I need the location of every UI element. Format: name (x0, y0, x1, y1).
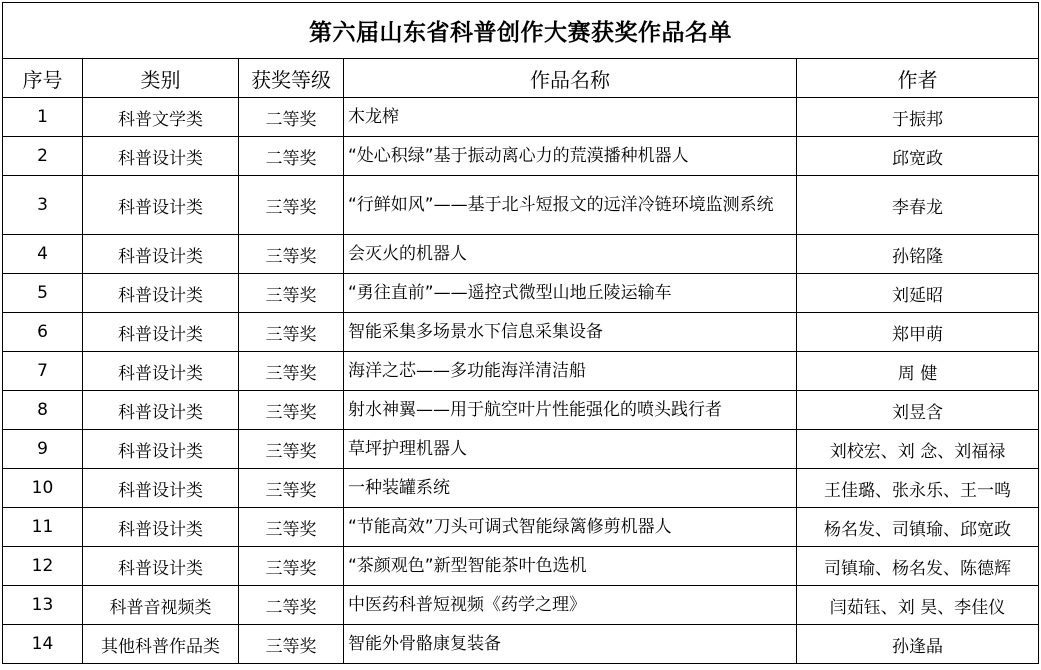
header-no: 序号 (3, 59, 83, 98)
cell-no: 3 (3, 176, 83, 235)
table-row (3, 176, 1039, 235)
cell-author: 邱宽政 (797, 137, 1039, 176)
cell-category: 科普设计类 (83, 547, 239, 586)
cell-category: 科普音视频类 (83, 586, 239, 625)
table-row (3, 352, 1039, 391)
table-row (3, 586, 1039, 625)
cell-author: 王佳璐、张永乐、王一鸣 (797, 469, 1039, 508)
cell-no: 8 (3, 391, 83, 430)
table-row (3, 274, 1039, 313)
cell-category: 科普设计类 (83, 469, 239, 508)
cell-category: 科普设计类 (83, 313, 239, 352)
cell-no: 7 (3, 352, 83, 391)
cell-author: 司镇瑜、杨名发、陈德辉 (797, 547, 1039, 586)
cell-level: 三等奖 (239, 313, 344, 352)
cell-no: 6 (3, 313, 83, 352)
cell-level: 三等奖 (239, 508, 344, 547)
cell-level: 三等奖 (239, 235, 344, 274)
cell-category: 科普设计类 (83, 274, 239, 313)
table-title: 第六届山东省科普创作大赛获奖作品名单 (3, 3, 1039, 59)
cell-work: 草坪护理机器人 (344, 430, 797, 469)
cell-level: 二等奖 (239, 137, 344, 176)
cell-level: 三等奖 (239, 176, 344, 235)
title-row (3, 3, 1039, 59)
cell-category: 科普设计类 (83, 235, 239, 274)
award-table (2, 2, 1039, 664)
cell-no: 9 (3, 430, 83, 469)
cell-author: 刘延昭 (797, 274, 1039, 313)
cell-level: 三等奖 (239, 625, 344, 664)
cell-work: 智能采集多场景水下信息采集设备 (344, 313, 797, 352)
cell-level: 三等奖 (239, 352, 344, 391)
table-row (3, 625, 1039, 664)
cell-category: 科普设计类 (83, 508, 239, 547)
cell-work: “处心积绿”基于振动离心力的荒漠播种机器人 (344, 137, 797, 176)
cell-no: 5 (3, 274, 83, 313)
cell-category: 科普设计类 (83, 352, 239, 391)
header-author: 作者 (797, 59, 1039, 98)
cell-no: 12 (3, 547, 83, 586)
cell-author: 闫茹钰、刘 昊、李佳仪 (797, 586, 1039, 625)
cell-author: 李春龙 (797, 176, 1039, 235)
cell-work: 木龙榨 (344, 98, 797, 137)
cell-no: 11 (3, 508, 83, 547)
table-row (3, 98, 1039, 137)
cell-level: 三等奖 (239, 391, 344, 430)
cell-no: 2 (3, 137, 83, 176)
cell-category: 科普设计类 (83, 176, 239, 235)
header-row (3, 59, 1039, 98)
cell-level: 二等奖 (239, 586, 344, 625)
cell-work: “节能高效”刀头可调式智能绿篱修剪机器人 (344, 508, 797, 547)
cell-author: 于振邦 (797, 98, 1039, 137)
cell-work: 海洋之芯——多功能海洋清洁船 (344, 352, 797, 391)
award-table-body (3, 3, 1039, 664)
cell-level: 三等奖 (239, 274, 344, 313)
header-level: 获奖等级 (239, 59, 344, 98)
cell-work: “茶颜观色”新型智能茶叶色选机 (344, 547, 797, 586)
cell-work: 会灭火的机器人 (344, 235, 797, 274)
table-row (3, 313, 1039, 352)
cell-level: 二等奖 (239, 98, 344, 137)
table-row (3, 547, 1039, 586)
table-row (3, 137, 1039, 176)
header-work: 作品名称 (344, 59, 797, 98)
table-row (3, 508, 1039, 547)
cell-level: 三等奖 (239, 547, 344, 586)
cell-work: 中医药科普短视频《药学之理》 (344, 586, 797, 625)
header-category: 类别 (83, 59, 239, 98)
cell-no: 13 (3, 586, 83, 625)
table-row (3, 391, 1039, 430)
cell-work: “勇往直前”——遥控式微型山地丘陵运输车 (344, 274, 797, 313)
cell-author: 郑甲萌 (797, 313, 1039, 352)
cell-no: 10 (3, 469, 83, 508)
cell-category: 科普设计类 (83, 391, 239, 430)
cell-author: 孙铭隆 (797, 235, 1039, 274)
cell-author: 刘校宏、刘 念、刘福禄 (797, 430, 1039, 469)
cell-category: 其他科普作品类 (83, 625, 239, 664)
cell-work: 一种装罐系统 (344, 469, 797, 508)
cell-author: 周 健 (797, 352, 1039, 391)
cell-no: 1 (3, 98, 83, 137)
table-row (3, 430, 1039, 469)
cell-category: 科普文学类 (83, 98, 239, 137)
cell-level: 三等奖 (239, 430, 344, 469)
cell-author: 孙逢晶 (797, 625, 1039, 664)
cell-work: “行鲜如风”——基于北斗短报文的远洋冷链环境监测系统 (344, 176, 797, 235)
cell-author: 刘昱含 (797, 391, 1039, 430)
cell-no: 14 (3, 625, 83, 664)
cell-no: 4 (3, 235, 83, 274)
cell-category: 科普设计类 (83, 430, 239, 469)
cell-work: 射水神翼——用于航空叶片性能强化的喷头践行者 (344, 391, 797, 430)
cell-work: 智能外骨骼康复装备 (344, 625, 797, 664)
cell-category: 科普设计类 (83, 137, 239, 176)
table-row (3, 235, 1039, 274)
cell-author: 杨名发、司镇瑜、邱宽政 (797, 508, 1039, 547)
cell-level: 三等奖 (239, 469, 344, 508)
table-row (3, 469, 1039, 508)
